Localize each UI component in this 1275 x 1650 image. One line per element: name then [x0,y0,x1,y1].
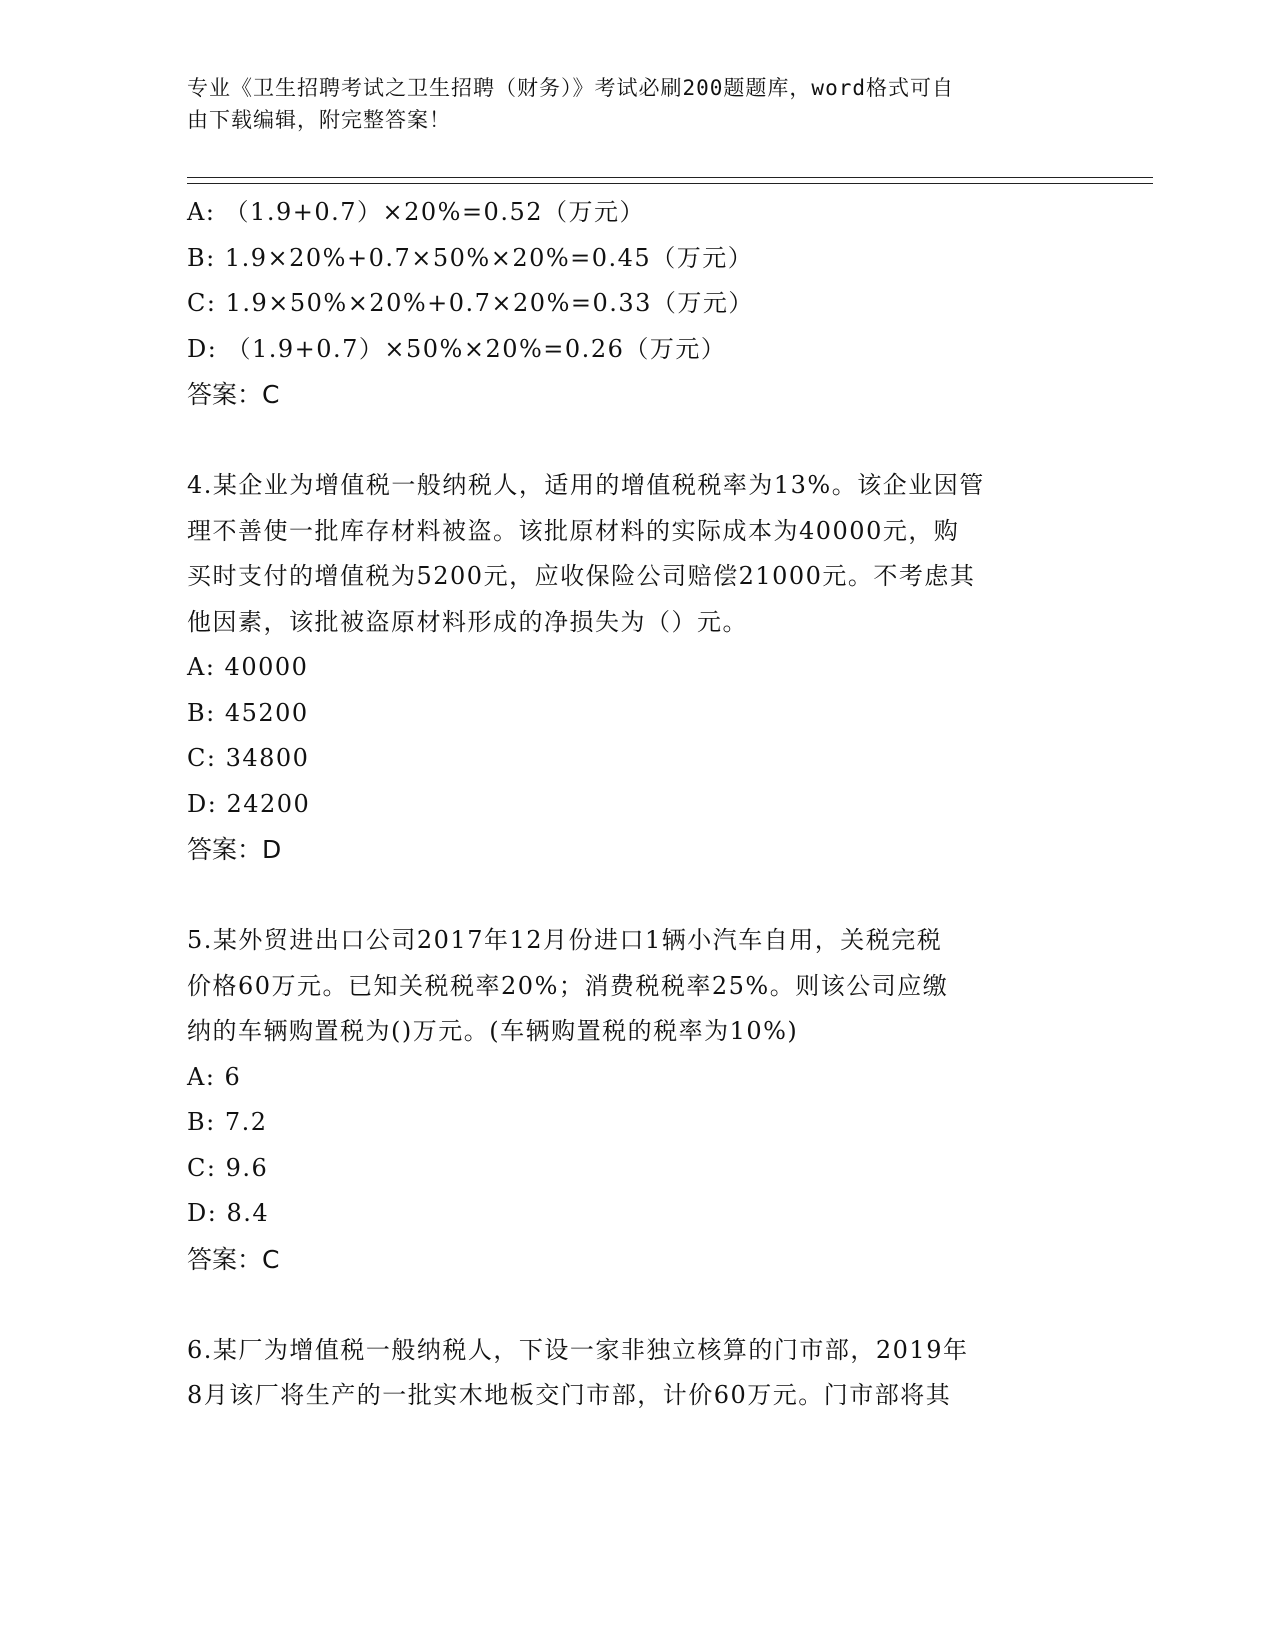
option-c: C: 34800 [187,744,310,772]
document-header [187,72,1067,136]
spacer [187,873,1087,919]
answer: 答案：C [187,1244,280,1274]
question-text-line: 纳的车辆购置税为()万元。(车辆购置税的税率为10%) [187,1017,799,1045]
question-6 [187,1328,1087,1419]
option-a: A: 40000 [187,653,309,681]
question-text-line: 8月该厂将生产的一批实木地板交门市部，计价60万元。门市部将其 [187,1381,952,1409]
question-text-line: 5.某外贸进出口公司2017年12月份进口1辆小汽车自用，关税完税 [187,926,943,954]
option-d: D: （1.9+0.7）×50%×20%=0.26（万元） [187,334,727,363]
question-4 [187,463,1087,873]
answer: 答案：C [187,380,280,409]
header-divider-top [187,177,1153,178]
option-c: C: 1.9×50%×20%+0.7×20%=0.33（万元） [187,289,754,317]
question-text-line: 价格60万元。已知关税税率20%；消费税税率25%。则该公司应缴 [187,971,949,1000]
option-a: A: （1.9+0.7）×20%=0.52（万元） [187,198,645,226]
spacer [187,1282,1087,1328]
option-b: B: 7.2 [187,1108,268,1136]
option-b: B: 1.9×20%+0.7×50%×20%=0.45（万元） [187,243,754,272]
answer: 答案：D [187,835,282,864]
question-5 [187,918,1087,1282]
header-line-1: 专业《卫生招聘考试之卫生招聘（财务）》考试必刷200题题库，word格式可自 [187,76,954,100]
question-text-line: 理不善使一批库存材料被盗。该批原材料的实际成本为40000元，购 [187,516,960,545]
option-d: D: 8.4 [187,1199,270,1227]
question-text-line: 6.某厂为增值税一般纳税人，下设一家非独立核算的门市部，2019年 [187,1335,969,1364]
option-d: D: 24200 [187,789,311,818]
question-text-line: 4.某企业为增值税一般纳税人，适用的增值税税率为13%。该企业因管 [187,471,985,499]
header-divider-bottom [187,183,1153,184]
spacer [187,418,1087,464]
question-list [187,190,1087,1419]
question-3 [187,190,1087,418]
header-line-2: 由下载编辑，附完整答案！ [187,108,451,132]
question-text-line: 买时支付的增值税为5200元，应收保险公司赔偿21000元。不考虑其 [187,562,976,590]
option-a: A: 6 [187,1062,242,1091]
option-b: B: 45200 [187,698,309,727]
option-c: C: 9.6 [187,1153,269,1182]
question-text-line: 他因素，该批被盗原材料形成的净损失为（）元。 [187,607,748,636]
